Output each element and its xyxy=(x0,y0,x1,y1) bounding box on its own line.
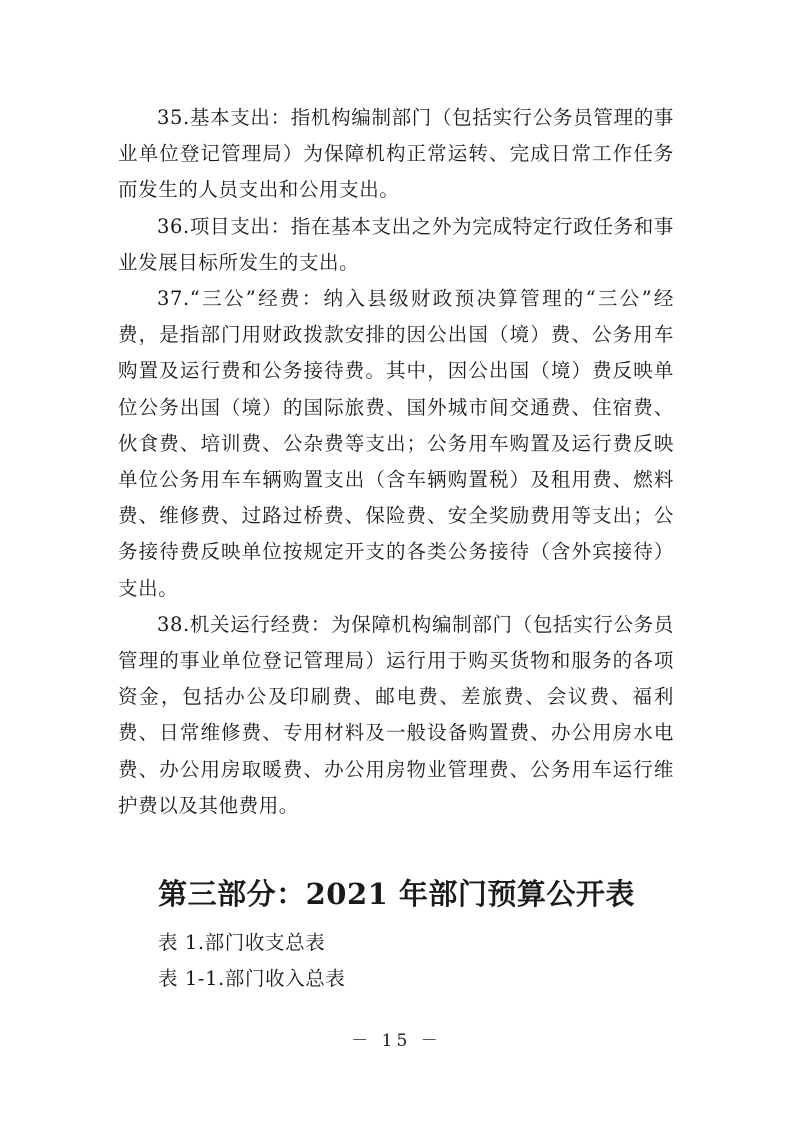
paragraph-three-public-funds: 37.“三公”经费：纳入县级财政预决算管理的“三公”经费，是指部门用财政拨款安排的因公出国（境）费、公务用车购置及运行费和公务接待费。其中，因公出国（境）费反映单位公务出国（境）的国际旅费、国外城市间交通费、住宿费、伙食费、培训费、公杂费等支出；公务用车购置及运行费反映单位公务用车车辆购置支出（含车辆购置税）及租用费、燃料费、维修费、过路过桥费、保险费、安全奖励费用等支出；公务接待费反映单位按规定开支的各类公务接待（含外宾接待）支出。 xyxy=(118,287,674,600)
table-list-item: 表 1-1.部门收入总表 xyxy=(158,967,346,990)
paragraph-operating-funds: 38.机关运行经费：为保障机构编制部门（包括实行公务员管理的事业单位登记管理局）运行用于购买货物和服务的各项资金，包括办公及印刷费、邮电费、差旅费、会议费、福利费、日常维修费、专用材料及一般设备购置费、办公用房水电费、办公用房取暖费、办公用房物业管理费、公务用车运行维护费以及其他费用。 xyxy=(118,612,674,817)
paragraph-project-expenditure: 36.项目支出：指在基本支出之外为完成特定行政任务和事业发展目标所发生的支出。 xyxy=(118,214,674,274)
page-number: － 15 － xyxy=(351,1031,442,1051)
document-body xyxy=(118,100,674,824)
table-list xyxy=(158,925,346,997)
section-title: 第三部分：2021 年部门预算公开表 xyxy=(158,877,635,911)
table-list-item: 表 1.部门收支总表 xyxy=(158,931,326,954)
paragraph-basic-expenditure: 35.基本支出：指机构编制部门（包括实行公务员管理的事业单位登记管理局）为保障机构正常运转、完成日常工作任务而发生的人员支出和公用支出。 xyxy=(118,106,674,202)
